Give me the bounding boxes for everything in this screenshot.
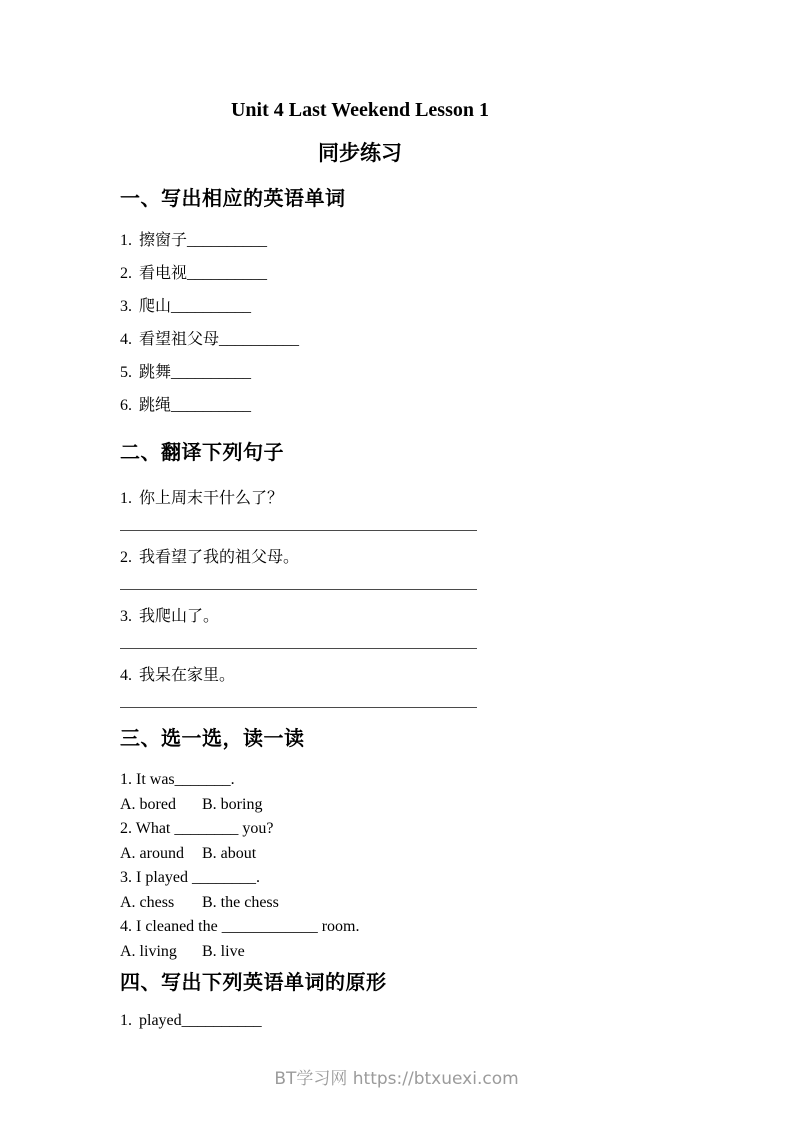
choice-question-1: 1. It was_______. bbox=[120, 771, 235, 788]
item-text: played bbox=[139, 1012, 182, 1029]
answer-blank: __________ bbox=[181, 1012, 262, 1029]
item-text: 跳舞 bbox=[139, 364, 172, 381]
vocab-item-4 bbox=[120, 323, 600, 356]
choice-options-2 bbox=[120, 842, 600, 867]
choice-question-2: 2. What ________ you? bbox=[120, 820, 274, 837]
section2-heading: 二、翻译下列句子 bbox=[120, 440, 284, 464]
answer-line bbox=[120, 530, 477, 531]
item-number: 5. bbox=[120, 364, 132, 381]
document-subtitle: 同步练习 bbox=[318, 141, 402, 165]
item-text: 爬山 bbox=[139, 298, 172, 315]
item-number: 3. bbox=[120, 298, 132, 315]
answer-blank: __________ bbox=[219, 331, 300, 348]
choice-options-1 bbox=[120, 793, 600, 818]
option-a: A. living bbox=[120, 942, 177, 960]
option-b: B. boring bbox=[202, 795, 263, 813]
translate-item-1 bbox=[120, 488, 600, 510]
section1-list bbox=[120, 224, 600, 422]
item-number: 3. bbox=[120, 608, 132, 625]
answer-blank: __________ bbox=[187, 232, 268, 249]
vocab-item-5 bbox=[120, 356, 600, 389]
option-a: A. around bbox=[120, 844, 184, 862]
section3-list bbox=[120, 768, 600, 964]
item-number: 1. bbox=[120, 232, 132, 249]
item-text: 我看望了我的祖父母。 bbox=[139, 549, 300, 566]
option-a: A. chess bbox=[120, 893, 175, 911]
answer-line bbox=[120, 707, 477, 708]
item-number: 4. bbox=[120, 667, 132, 684]
translate-item-3 bbox=[120, 606, 600, 628]
base-form-item-1 bbox=[120, 1010, 600, 1032]
item-text: 你上周末干什么了？ bbox=[139, 490, 284, 507]
answer-blank: __________ bbox=[171, 397, 252, 414]
item-text: 看电视 bbox=[139, 265, 188, 282]
footer-watermark bbox=[0, 1064, 793, 1089]
item-text: 我呆在家里。 bbox=[139, 667, 236, 684]
item-number: 2. bbox=[120, 265, 132, 282]
footer-site-link[interactable]: BT学习网 https://btxuexi.com bbox=[274, 1069, 519, 1089]
option-b: B. live bbox=[202, 942, 245, 960]
option-b: B. the chess bbox=[202, 893, 279, 911]
item-text: 我爬山了。 bbox=[139, 608, 220, 625]
document-title: Unit 4 Last Weekend Lesson 1 bbox=[230, 99, 489, 121]
answer-blank: __________ bbox=[171, 298, 252, 315]
option-b: B. about bbox=[202, 844, 257, 862]
item-number: 1. bbox=[120, 1012, 132, 1029]
section1-heading: 一、写出相应的英语单词 bbox=[120, 186, 346, 210]
answer-blank: __________ bbox=[171, 364, 252, 381]
translate-item-2 bbox=[120, 547, 600, 569]
choice-options-3 bbox=[120, 891, 600, 916]
vocab-item-6 bbox=[120, 389, 600, 422]
choice-options-4 bbox=[120, 940, 600, 965]
item-text: 跳绳 bbox=[139, 397, 172, 414]
answer-line bbox=[120, 589, 477, 590]
option-a: A. bored bbox=[120, 795, 176, 813]
item-number: 4. bbox=[120, 331, 132, 348]
item-text: 看望祖父母 bbox=[139, 331, 220, 348]
section2-list bbox=[120, 488, 600, 708]
answer-line bbox=[120, 648, 477, 649]
section3-heading: 三、选一选，读一读 bbox=[120, 726, 305, 750]
vocab-item-3 bbox=[120, 290, 600, 323]
item-number: 1. bbox=[120, 490, 132, 507]
vocab-item-1 bbox=[120, 224, 600, 257]
translate-item-4 bbox=[120, 665, 600, 687]
item-number: 2. bbox=[120, 549, 132, 566]
item-text: 擦窗子 bbox=[139, 232, 188, 249]
answer-blank: __________ bbox=[187, 265, 268, 282]
choice-question-4: 4. I cleaned the ____________ room. bbox=[120, 918, 360, 935]
section4-heading: 四、写出下列英语单词的原形 bbox=[120, 970, 387, 994]
vocab-item-2 bbox=[120, 257, 600, 290]
choice-question-3: 3. I played ________. bbox=[120, 869, 260, 886]
item-number: 6. bbox=[120, 397, 132, 414]
